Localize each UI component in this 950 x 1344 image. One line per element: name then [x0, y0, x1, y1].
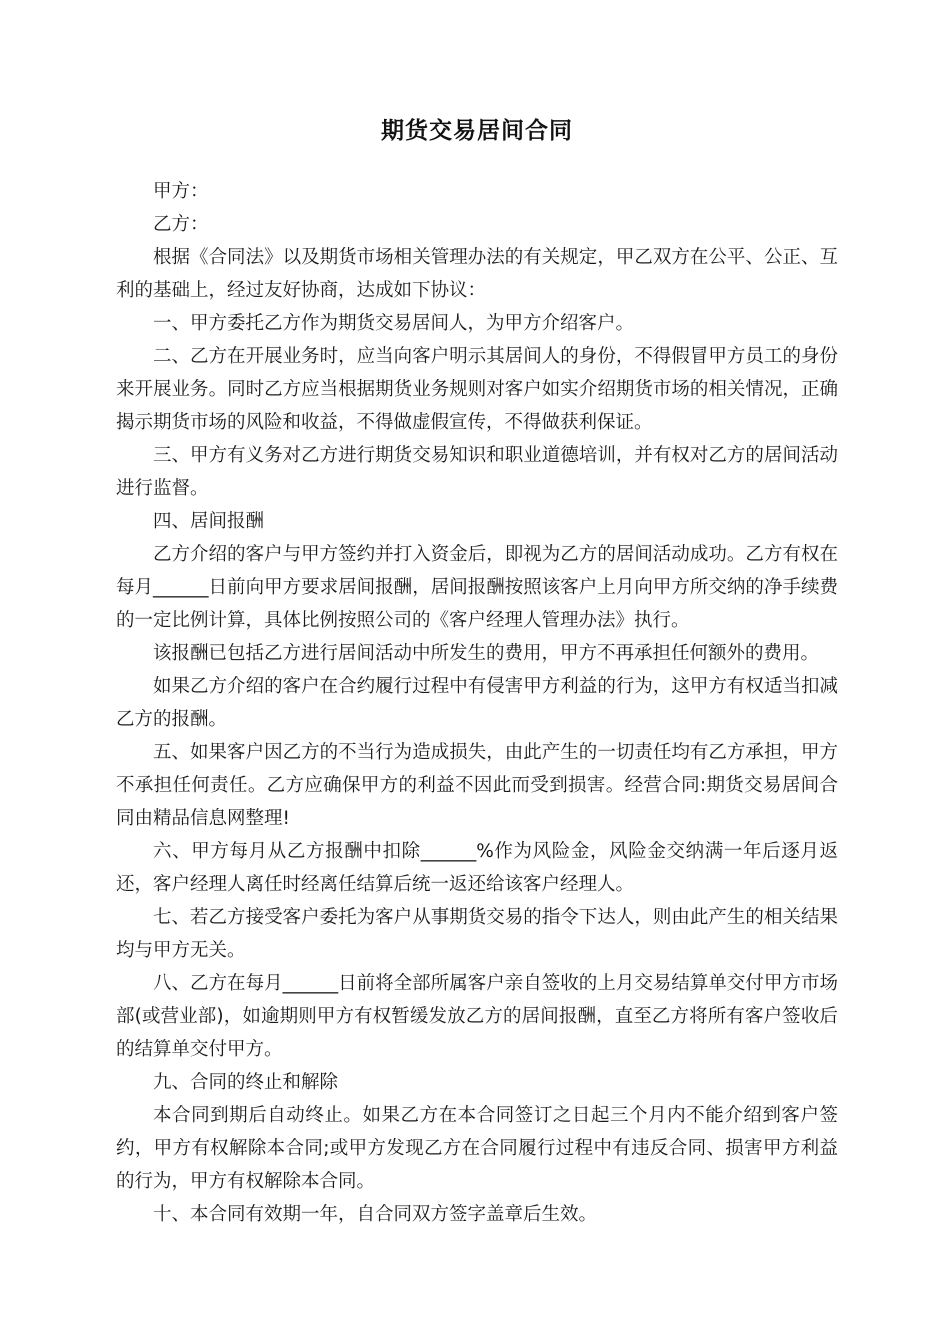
clause-3: 三、甲方有义务对乙方进行期货交易知识和职业道德培训，并有权对乙方的居间活动进行监督。: [116, 445, 838, 499]
clause-4-paragraph-1: 乙方介绍的客户与甲方签约并打入资金后，即视为乙方的居间活动成功。乙方有权在每月______日前向甲方要求居间报酬，居间报酬按照该客户上月向甲方所交纳的净手续费的一定比例计算，具体比例按照公司的《客户经理人管理办法》执行。: [116, 544, 838, 631]
clause-7: 七、若乙方接受客户委托为客户从事期货交易的指令下达人，则由此产生的相关结果均与甲方无关。: [116, 907, 838, 961]
clause-6: 六、甲方每月从乙方报酬中扣除______%作为风险金，风险金交纳满一年后逐月返还，客户经理人离任时经离任结算后统一返还给该客户经理人。: [116, 841, 838, 895]
party-a-line: 甲方：: [153, 181, 209, 202]
clause-10: 十、本合同有效期一年，自合同双方签字盖章后生效。: [153, 1204, 598, 1225]
document-body: [116, 175, 838, 1231]
clause-4-paragraph-3: 如果乙方介绍的客户在合约履行过程中有侵害甲方利益的行为，这甲方有权适当扣减乙方的报酬。: [116, 676, 838, 730]
clause-4-heading: 四、居间报酬: [153, 511, 265, 532]
clause-1: 一、甲方委托乙方作为期货交易居间人，为甲方介绍客户。: [153, 313, 635, 334]
party-b-line: 乙方：: [153, 214, 209, 235]
clause-5: 五、如果客户因乙方的不当行为造成损失，由此产生的一切责任均有乙方承担，甲方不承担任何责任。乙方应确保甲方的利益不因此而受到损害。经营合同:期货交易居间合同由精品信息网整理!: [116, 742, 838, 829]
clause-9-heading: 九、合同的终止和解除: [153, 1072, 339, 1093]
preamble-paragraph: 根据《合同法》以及期货市场相关管理办法的有关规定，甲乙双方在公平、公正、互利的基础上，经过友好协商，达成如下协议：: [116, 247, 838, 301]
clause-2: 二、乙方在开展业务时，应当向客户明示其居间人的身份，不得假冒甲方员工的身份来开展业务。同时乙方应当根据期货业务规则对客户如实介绍期货市场的相关情况，正确揭示期货市场的风险和收益，不得做虚假宣传，不得做获利保证。: [116, 346, 838, 433]
clause-4-paragraph-2: 该报酬已包括乙方进行居间活动中所发生的费用，甲方不再承担任何额外的费用。: [153, 643, 820, 664]
clause-8: 八、乙方在每月______日前将全部所属客户亲自签收的上月交易结算单交付甲方市场部(或营业部)，如逾期则甲方有权暂缓发放乙方的居间报酬，直至乙方将所有客户签收后的结算单交付甲方。: [116, 973, 838, 1060]
document-title: 期货交易居间合同: [381, 118, 573, 144]
clause-9-paragraph: 本合同到期后自动终止。如果乙方在本合同签订之日起三个月内不能介绍到客户签约，甲方有权解除本合同;或甲方发现乙方在合同履行过程中有违反合同、损害甲方利益的行为，甲方有权解除本合同。: [116, 1105, 838, 1192]
